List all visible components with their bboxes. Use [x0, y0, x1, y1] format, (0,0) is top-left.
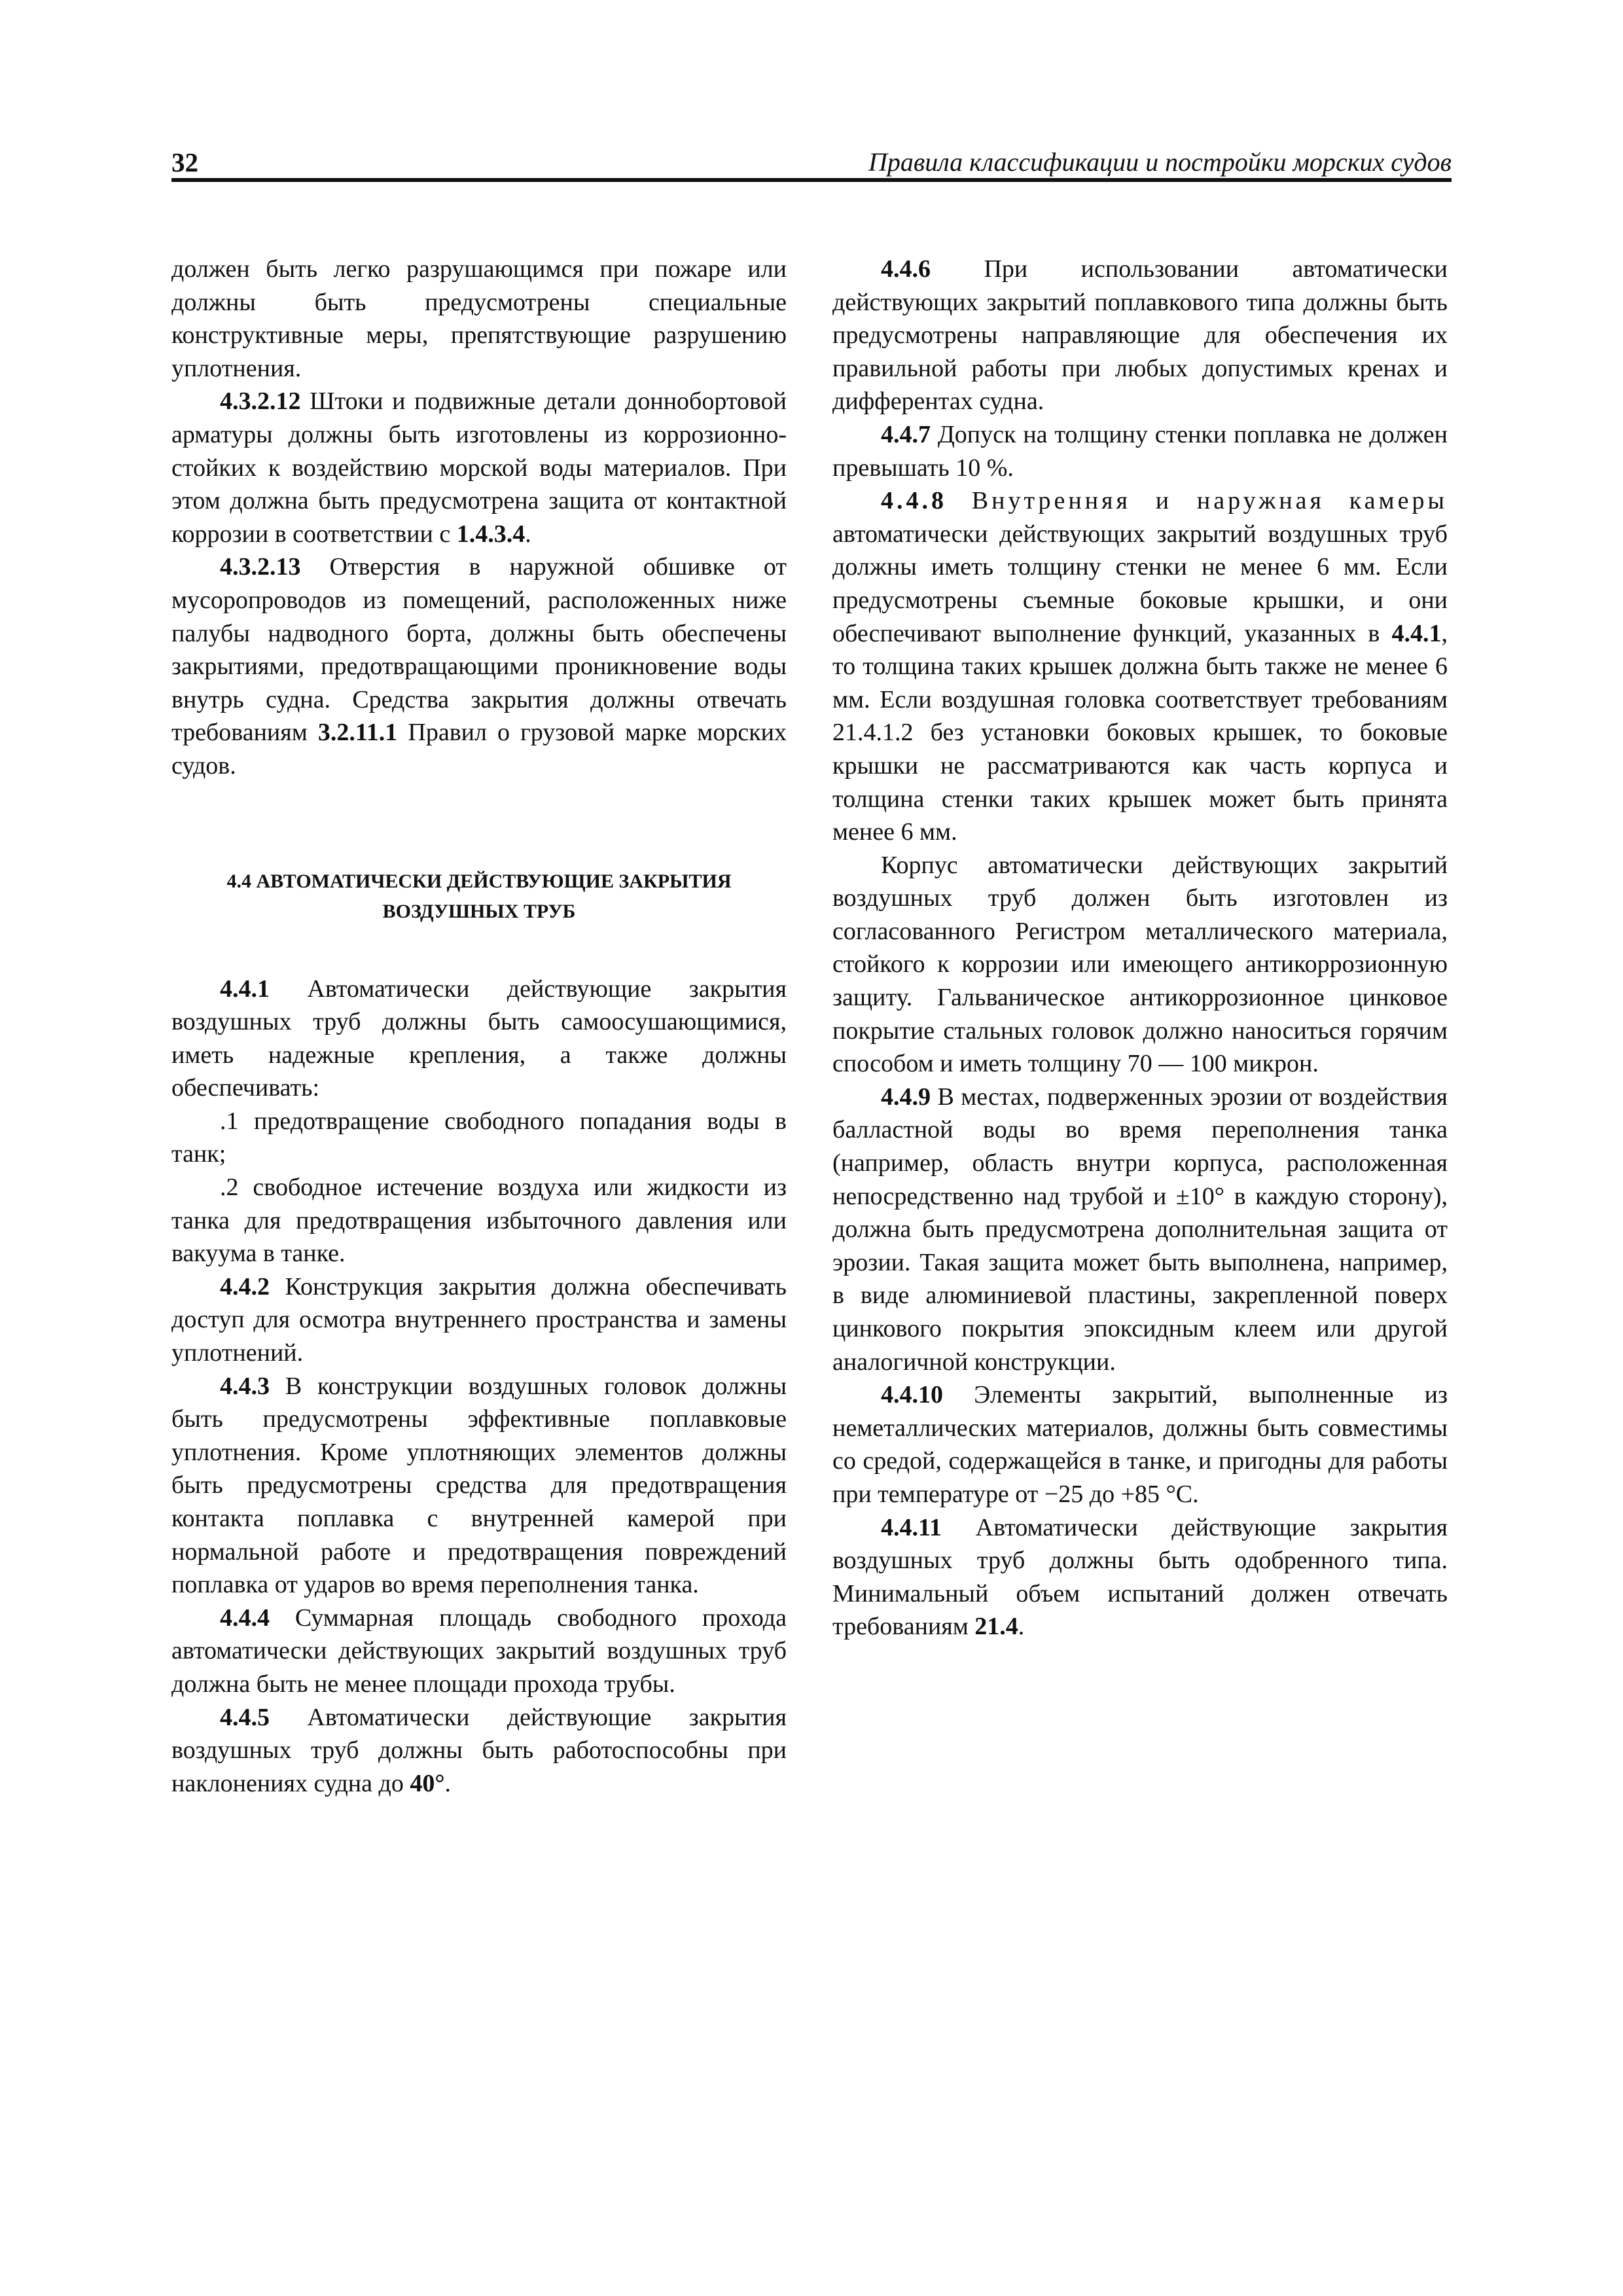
paragraph-text: Отверстия в наружной обшивке от мусоропроводов из помещений, расположенных ниже палубы надводного борта, должны быть обеспечены закрытиями, предотвращающими проникновение воды внутрь судна. Средства закрытия должны отвечать требованиям [171, 553, 787, 747]
paragraph-text: Корпус автоматически действующих закрытий воздушных труб должен быть изготовлен из согласованного Регистром металлического материала, стойкого к коррозии или имеющего антикоррозионную защиту. Гальваническое антикоррозионное цинковое покрытие стальных головок должно наноситься горячим способом и иметь толщину 70 — 100 микрон. [832, 851, 1448, 1078]
paragraph-4-4-11 [832, 1511, 1448, 1643]
clause-number: 4.4.6 [881, 255, 931, 283]
page-header [171, 145, 1452, 179]
paragraph-4-4-10 [832, 1378, 1448, 1511]
paragraph-4-4-7 [832, 418, 1448, 484]
paragraph-4-4-8 [832, 484, 1448, 849]
paragraph-4-4-4 [171, 1602, 787, 1701]
clause-number: 4.4.9 [881, 1083, 931, 1111]
list-item-1 [171, 1105, 787, 1171]
paragraph-text-spaced: Внутренняя и наружная камеры [947, 487, 1448, 515]
clause-number: 4.4.5 [220, 1703, 270, 1731]
paragraph-text: , то толщина таких крышек должна быть также не менее 6 мм. Если воздушная головка соответствует требованиям [832, 619, 1448, 713]
list-item-text: .2 свободное истечение воздуха или жидкости из танка для предотвращения избыточного давления или вакуума в танке. [171, 1174, 787, 1268]
page-number: 32 [171, 147, 198, 177]
paragraph-text: Суммарная площадь свободного прохода автоматически действующих закрытий воздушных труб должна быть не менее площади прохода трубы. [171, 1604, 787, 1698]
right-column [832, 253, 1448, 1643]
clause-number: 4.4.4 [220, 1604, 270, 1632]
paragraph-text: Автоматически действующие закрытия воздушных труб должны быть работоспособны при наклонениях судна до [171, 1703, 787, 1797]
clause-number: 4.4.11 [881, 1513, 942, 1541]
paragraph-text: Допуск на толщину стенки поплавка не должен превышать 10 %. [832, 420, 1448, 482]
clause-reference: 3.2.11.1 [317, 719, 398, 747]
list-item-2 [171, 1171, 787, 1270]
paragraph-text: Элементы закрытий, выполненные из неметаллических материалов, должны быть совместимы со средой, содержащейся в танке, и пригодны для работы при температуре от −25 до +85 °С. [832, 1381, 1448, 1508]
paragraph-4-4-3 [171, 1370, 787, 1602]
header-rule [171, 178, 1452, 182]
paragraph-4-4-1 [171, 973, 787, 1105]
paragraph-4-4-6 [832, 253, 1448, 418]
paragraph-text: В конструкции воздушных головок должны быть предусмотрены эффективные поплавковые уплотнения. Кроме уплотняющих элементов должны быть предусмотрены средства для предотвращения контакта поплавка с внутренней камерой при нормальной работе и предотвращения повреждений поплавка от ударов во время переполнения танка. [171, 1372, 787, 1599]
clause-reference: 21.4 [974, 1613, 1018, 1641]
clause-reference: 4.4.1 [1391, 619, 1442, 647]
paragraph-text: Автоматически действующие закрытия воздушных труб должны быть самоосушающимися, иметь надежные крепления, а также должны обеспечивать: [171, 975, 787, 1102]
clause-number: 4.4.2 [220, 1272, 270, 1300]
paragraph-text-end: Правил о грузовой марке морских судов. [171, 719, 787, 780]
section-heading-line: 4.4 АВТОМАТИЧЕСКИ ДЕЙСТВУЮЩИЕ ЗАКРЫТИЯ [226, 870, 732, 892]
paragraph-4-3-2-13 [171, 550, 787, 782]
paragraph-continued [171, 253, 787, 385]
clause-reference: 1.4.3.4 [456, 520, 526, 548]
paragraph-text: Конструкция закрытия должна обеспечивать доступ для осмотра внутреннего пространства и замены уплотнений. [171, 1272, 787, 1367]
paragraph-text: должен быть легко разрушающимся при пожаре или должны быть предусмотрены специальные конструктивные меры, препятствующие разрушению уплотнения. [171, 255, 787, 382]
paragraph-text: Автоматически действующие закрытия воздушных труб должны быть одобренного типа. Минимальный объем испытаний должен отвечать требованиям [832, 1513, 1448, 1641]
paragraph-text: В местах, подверженных эрозии от воздействия балластной воды во время переполнения танка (например, область внутри корпуса, расположенная непосредственно над трубой и ±10° в каждую сторону), должна быть предусмотрена дополнительная защита от эрозии. Такая защита может быть выполнена, например, в виде алюминиевой пластины, закрепленной поверх цинкового покрытия эпоксидным клеем или другой аналогичной конструкции. [832, 1083, 1448, 1376]
paragraph-4-3-2-12 [171, 385, 787, 550]
paragraph-text-end: . [1018, 1613, 1025, 1641]
clause-number: 4.4.1 [220, 975, 270, 1003]
clause-number: 4.4.10 [881, 1381, 943, 1409]
clause-number: 4.4.8 [881, 487, 947, 515]
clause-number: 4.4.3 [220, 1372, 270, 1400]
section-heading [171, 867, 787, 927]
clause-number: 4.3.2.12 [220, 387, 301, 416]
paragraph-body-material [832, 849, 1448, 1081]
section-heading-line: ВОЗДУШНЫХ ТРУБ [382, 900, 576, 922]
angle-value: 40° [410, 1769, 445, 1797]
list-item-text: .1 предотвращение свободного попадания воды в танк; [171, 1107, 787, 1168]
clause-number: 4.3.2.13 [220, 553, 301, 581]
paragraph-4-4-2 [171, 1270, 787, 1370]
paragraph-text: Штоки и подвижные детали доннобортовой арматуры должны быть изготовлены из коррозионно-стойких к воздействию морской воды материалов. При этом должна быть предусмотрена защита от контактной коррозии в соответствии с [171, 387, 787, 548]
paragraph-text-end: без установки боковых крышек, то боковые крышки не рассматриваются как часть корпуса и толщина стенки таких крышек может быть принята менее 6 мм. [832, 719, 1448, 846]
paragraph-text-end: . [444, 1769, 452, 1797]
clause-reference: 21.4.1.2 [832, 719, 914, 747]
left-column [171, 253, 787, 1800]
running-title: Правила классификации и постройки морских судов [868, 147, 1452, 177]
paragraph-4-4-5 [171, 1701, 787, 1801]
paragraph-text: автоматически действующих закрытий воздушных труб должны иметь толщину стенки не менее 6 мм. Если предусмотрены съемные боковые крышки, и они обеспечивают выполнение функций, указанных в [832, 520, 1448, 647]
clause-number: 4.4.7 [881, 420, 931, 448]
paragraph-4-4-9 [832, 1081, 1448, 1378]
paragraph-text: При использовании автоматически действующих закрытий поплавкового типа должны быть предусмотрены направляющие для обеспечения их правильной работы при любых допустимых кренах и дифферентах судна. [832, 255, 1448, 416]
paragraph-text-end: . [525, 520, 531, 548]
